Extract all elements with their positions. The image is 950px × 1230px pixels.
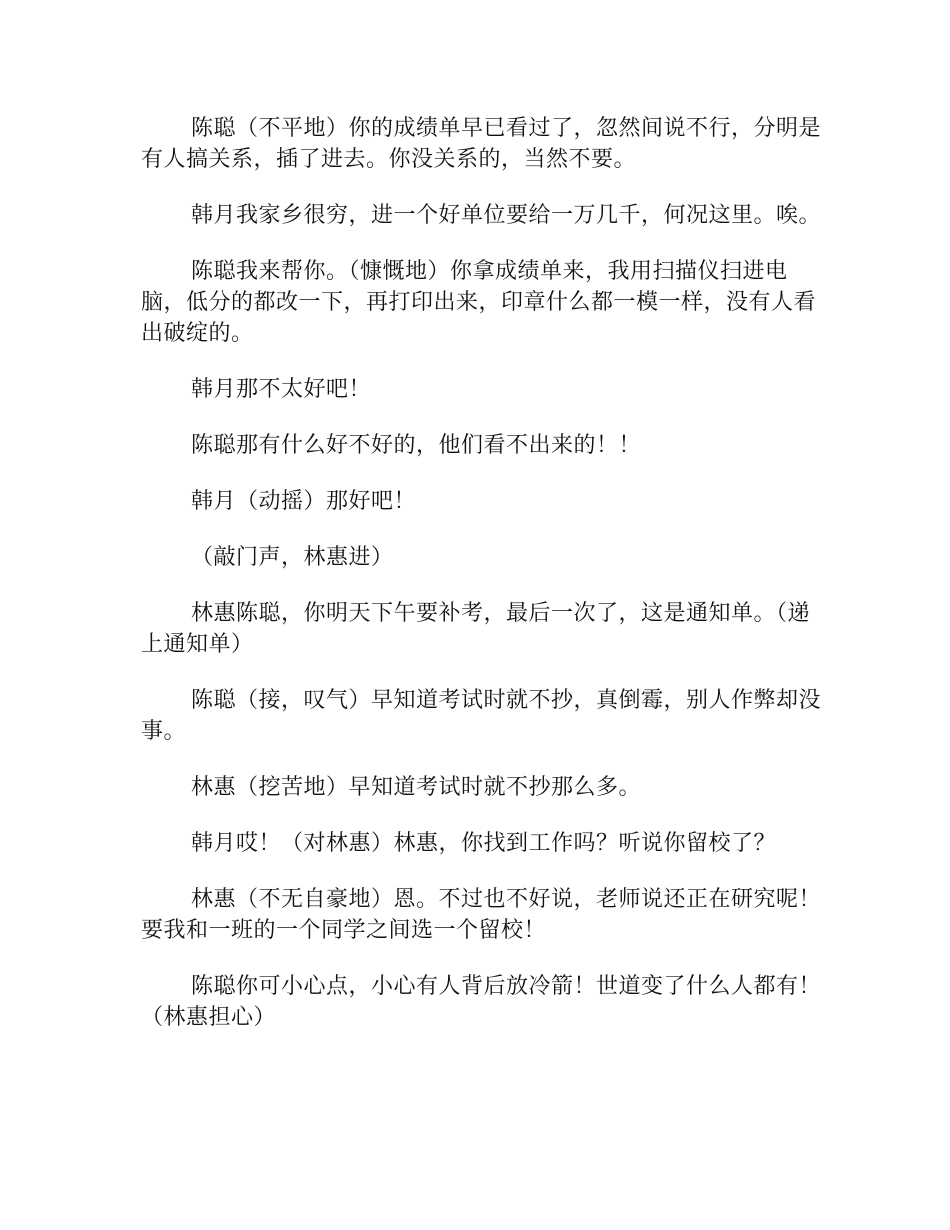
dialogue-paragraph-12: 林惠（不无自豪地）恩。不过也不好说，老师说还正在研究呢！要我和一班的一个同学之间选一个留校！ — [141, 887, 822, 943]
dialogue-paragraph-1: 陈聪（不平地）你的成绩单早已看过了，忽然间说不行，分明是有人搞关系，插了进去。你没关系的，当然不要。 — [141, 116, 822, 172]
script-text — [141, 113, 831, 1058]
dialogue-paragraph-5: 陈聪那有什么好不好的，他们看不出来的！！ — [191, 433, 642, 458]
dialogue-paragraph-10: 林惠（挖苦地）早知道考试时就不抄那么多。 — [191, 775, 642, 800]
dialogue-paragraph-11: 韩月哎！（对林惠）林惠，你找到工作吗？听说你留校了？ — [191, 831, 777, 856]
dialogue-paragraph-9: 陈聪（接，叹气）早知道考试时就不抄，真倒霉，别人作弊却没事。 — [141, 688, 822, 744]
dialogue-paragraph-2: 韩月我家乡很穷，进一个好单位要给一万几千，何况这里。唉。 — [191, 203, 822, 228]
dialogue-paragraph-6: 韩月（动摇）那好吧！ — [191, 489, 417, 514]
stage-direction: （敲门声，林惠进） — [191, 545, 394, 570]
dialogue-paragraph-8: 林惠陈聪，你明天下午要补考，最后一次了，这是通知单。（递上通知单） — [141, 601, 811, 657]
dialogue-paragraph-13: 陈聪你可小心点，小心有人背后放冷箭！世道变了什么人都有！（林惠担心） — [141, 974, 822, 1030]
dialogue-paragraph-3: 陈聪我来帮你。（慷慨地）你拿成绩单来，我用扫描仪扫进电脑，低分的都改一下，再打印出来，印章什么都一模一样，没有人看出破绽的。 — [141, 259, 817, 346]
dialogue-paragraph-4: 韩月那不太好吧！ — [191, 377, 372, 402]
